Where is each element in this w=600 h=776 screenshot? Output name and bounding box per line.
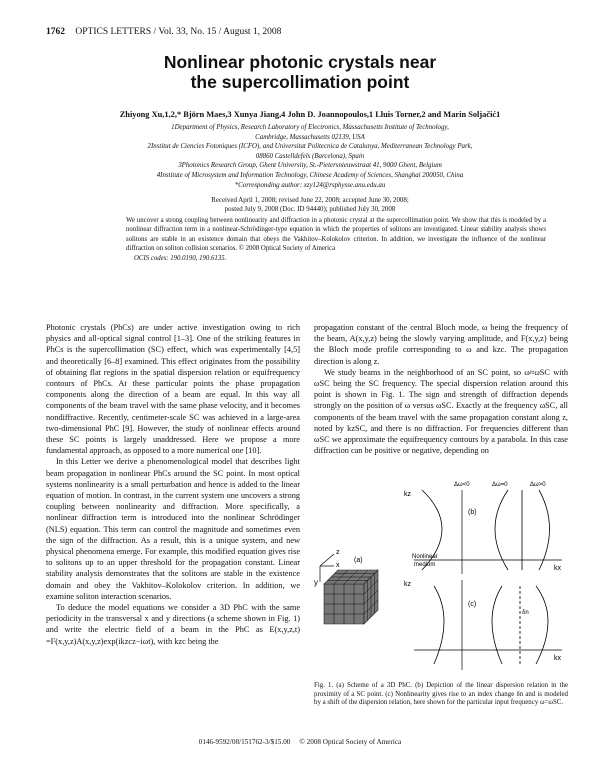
axis-label-y: y xyxy=(314,578,318,587)
body-paragraph: In this Letter we derive a phenomenological model that describes light beam propagation in nonlinear PhCs around the SC point. In most optical systems nonlinearity is a small perturbation and hence is added to the linear equation of motion. In contrast, in the current system one uncovers a strong coupling between nonlinearity and diffraction. More specifically, a nonlinear diffraction term is introduced into the nonlinear Schrödinger (NLS) equation. This term can control the magnitude and sometimes even the sign of the diffraction. As a result, this is a unique system, and new physical phenomena emerge. For example, this modified equation gives rise to solitons up to an upper threshold for the propagation constant. Linear stability analysis demonstrates that the solitons are stable in the existence domain and obey the Vakhitov–Kolokolov criterion. In addition, we examine soliton interaction scenarios. xyxy=(46,457,300,601)
body-paragraph: We study beams in the neighborhood of an SC point, so ω≈ωSC with ωSC being the SC frequency. The special dispersion relation around this point is shown in Fig. 1. The sign and strength of diffraction depends strongly on the position of ω versus ωSC. Exactly at the frequency ωSC, all components of the beam travel with the same propagation constant along z, noted by kzSC, and there is no diffraction. For frequencies different than ωSC we approximate the equifrequency contours by a parabola. In this case diffraction can be positive or negative, depending on xyxy=(314,367,568,456)
dates-line: posted July 9, 2008 (Doc. ID 94440); published July 30, 2008 xyxy=(224,206,396,214)
body-paragraph: propagation constant of the central Bloch mode, ω being the frequency of the beam, A(x,y,z) being the slowly varying amplitude, and F(x,y,z) being the Bloch mode profile corresponding to ω and kzc. The propagation direction is along z. xyxy=(314,323,568,366)
label-medium: medium xyxy=(414,562,436,568)
figure-caption: Fig. 1. (a) Scheme of a 3D PhC. (b) Depiction of the linear dispersion relation in the proximity of a SC point. (c) Nonlinearity gives rise to an index change δn and is modeled by a shift of the dispersion relation, here shown for the particular input frequency ω=ωSC. xyxy=(314,682,568,707)
axis-label-kx: kx xyxy=(554,565,561,572)
publication-dates xyxy=(40,196,580,215)
page-footer xyxy=(0,738,600,746)
body-paragraph: To deduce the model equations we consider a 3D PhC with the same periodicity in the transversal x and y directions (a scheme shown in Fig. 1) and write the electric field of a beam in the PhC as E(x,y,z,t) =F(x,y,z)A(x,y,z)exp(ikzcz−iωt), with kzc being the xyxy=(46,603,300,646)
affiliations xyxy=(40,123,580,190)
paper-title xyxy=(0,52,600,92)
axis-label-kz: kz xyxy=(404,491,411,498)
axis-label-z: z xyxy=(336,549,340,556)
dispersion-panel-c xyxy=(404,554,562,670)
label-delta-omega-negative: Δω<0 xyxy=(454,482,470,488)
figure-1 xyxy=(314,474,568,679)
affiliation-line: 4Institute of Microsystem and Information Technology, Chinese Academy of Sciences, Shanghai 200050, China xyxy=(156,171,464,179)
right-column xyxy=(314,322,568,456)
label-delta-n: δn xyxy=(522,610,529,616)
body-paragraph: Photonic crystals (PhCs) are under active investigation owing to rich physics and all-optical signal control [1–3]. One of the striking features in PhCs is the supercollimation (SC) effect, which was experimentally [4,5] and theoretically [6–8] examined. This effect originates from the possibility of obtaining flat regions in the spatial dispersion relation or equifrequency contours of PhCs. At these particular points the phase propagation components along the direction of a beam are equal. In this way all components of the beam travel with the same phase velocity, and it becomes nondiffractive. Recently, centimeter-scale SC was achieved in a large-area two-dimensional PhC [9]. However, the study of nonlinear effects around these SC points is largely unaddressed. Here we propose a more fundamental approach, as opposed to a more numerical one [10]. xyxy=(46,323,300,456)
left-column xyxy=(46,322,300,647)
abstract-text: We uncover a strong coupling between nonlinearity and diffraction in a photonic crystal at the supercollimation point. We show that this is modeled by a nonlinear diffraction term in a nonlinear-Schrödinger-type equation in which the properties of solitons are investigated. Linear stability analysis shows solitons are stable in an existence domain that obeys the Vakhitov–Kolokolov criterion. In addition, we investigate the influence of the nonlinear diffraction on soliton collision scenarios. © 2008 Optical Society of America xyxy=(126,217,546,253)
corresponding-author: *Corresponding author: xzy124@rsphysse.anu.edu.au xyxy=(234,181,386,189)
figure-1-graphic xyxy=(314,474,568,674)
abstract xyxy=(126,216,546,263)
panel-label-a: (a) xyxy=(354,557,363,564)
journal-citation: OPTICS LETTERS / Vol. 33, No. 15 / August 1, 2008 xyxy=(75,27,282,37)
panel-label-b: (b) xyxy=(468,509,477,516)
affiliation-line: 2Institut de Ciencies Fotoniques (ICFO), and Universitat Politecnica de Catalunya, Mediterranean Technology Park, xyxy=(147,143,473,151)
panel-label-c: (c) xyxy=(468,601,477,608)
title-line-1: Nonlinear photonic crystals near xyxy=(163,52,437,72)
affiliation-line: 3Photonics Research Group, Ghent University, St.-Pietersnieuwstraat 41, 9000 Ghent, Belgium xyxy=(178,162,442,170)
dates-line: Received April 1, 2008; revised June 22, 2008; accepted June 30, 2008; xyxy=(211,197,409,204)
crystal-scheme xyxy=(314,549,378,624)
affiliation-line: 08860 Castelldefels (Barcelona), Spain xyxy=(255,152,365,160)
affiliation-line: 1Department of Physics, Research Laboratory of Electronics, Massachusetts Institute of Technology, xyxy=(171,124,449,131)
running-header xyxy=(46,27,281,37)
axis-label-kz-c: kz xyxy=(404,581,411,588)
axis-label-kx-c: kx xyxy=(554,655,561,662)
label-delta-omega-positive: Δω>0 xyxy=(530,482,546,488)
copyright: © 2008 Optical Society of America xyxy=(299,738,402,746)
dispersion-panel-b xyxy=(404,482,562,574)
ocis-codes: OCIS codes: 190.0190, 190.6135. xyxy=(134,254,227,262)
label-delta-omega-zero: Δω=0 xyxy=(492,482,508,488)
author-list: Zhiyong Xu,1,2,* Björn Maes,3 Xunya Jiang,4 John D. Joannopoulos,1 Lluis Torner,2 and Marin Soljačić1 xyxy=(119,110,501,119)
label-nonlinear: Nonlinear xyxy=(412,554,438,560)
page-number: 1762 xyxy=(46,27,65,37)
axis-label-x: x xyxy=(336,562,340,569)
article-code: 0146-9592/08/151762-3/$15.00 xyxy=(198,738,291,746)
title-line-2: the supercollimation point xyxy=(190,72,410,92)
affiliation-line: Cambridge, Massachusetts 02139, USA xyxy=(255,133,365,141)
